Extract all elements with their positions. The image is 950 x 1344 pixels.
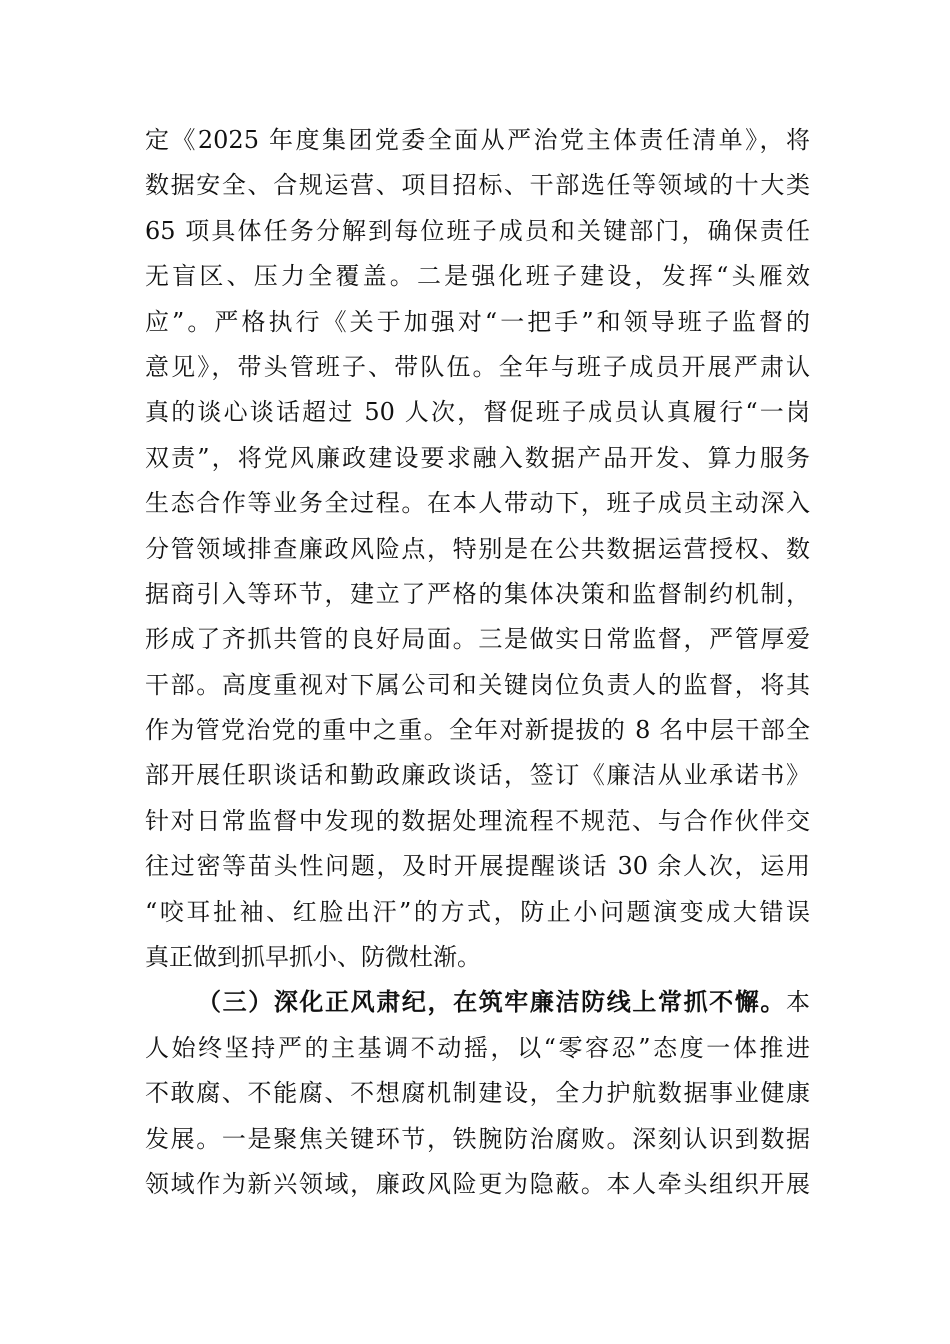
paragraph-line: 分管领域排查廉政风险点，特别是在公共数据运营授权、数	[145, 534, 810, 563]
body-text	[145, 118, 810, 1207]
paragraph-line-last: 真正做到抓早抓小、防微杜渐。	[145, 943, 481, 972]
paragraph-line: 据商引入等环节，建立了严格的集体决策和监督制约机制，	[145, 579, 810, 608]
paragraph-line: 意见》，带头管班子、带队伍。全年与班子成员开展严肃认	[145, 352, 810, 381]
paragraph-line: 发展。一是聚焦关键环节，铁腕防治腐败。深刻认识到数据	[145, 1124, 810, 1153]
paragraph-line: 65 项具体任务分解到每位班子成员和关键部门，确保责任	[145, 216, 810, 245]
section-heading: （三）深化正风肃纪，在筑牢廉洁防线上常抓不懈。	[197, 988, 786, 1017]
section-heading-line	[145, 980, 810, 1025]
paragraph-line: 人始终坚持严的主基调不动摇，以“零容忍”态度一体推进	[145, 1033, 810, 1062]
paragraph-line: 定《2025 年度集团党委全面从严治党主体责任清单》，将	[145, 126, 810, 154]
paragraph-line: 真的谈心谈话超过 50 人次，督促班子成员认真履行“一岗	[145, 398, 810, 427]
paragraph-line: 部开展任职谈话和勤政廉政谈话，签订《廉洁从业承诺书》	[145, 761, 810, 790]
paragraph-line: 双责”，将党风廉政建设要求融入数据产品开发、算力服务	[145, 443, 810, 472]
paragraph-line: 干部。高度重视对下属公司和关键岗位负责人的监督，将其	[145, 670, 810, 699]
paragraph-line: 针对日常监督中发现的数据处理流程不规范、与合作伙伴交	[145, 806, 810, 835]
paragraph-line: 应”。严格执行《关于加强对“一把手”和领导班子监督的	[145, 307, 810, 336]
paragraph-line: 作为管党治党的重中之重。全年对新提拔的 8 名中层干部全	[145, 716, 810, 745]
paragraph-line: 不敢腐、不能腐、不想腐机制建设，全力护航数据事业健康	[145, 1079, 810, 1108]
paragraph-line: “咬耳扯袖、红脸出汗”的方式，防止小问题演变成大错误	[145, 897, 810, 926]
section-heading-tail: 本	[786, 988, 810, 1017]
paragraph-line: 领域作为新兴领域，廉政风险更为隐蔽。本人牵头组织开展	[145, 1169, 810, 1198]
paragraph-line: 无盲区、压力全覆盖。二是强化班子建设，发挥“头雁效	[145, 262, 810, 291]
paragraph-line: 形成了齐抓共管的良好局面。三是做实日常监督，严管厚爱	[145, 625, 810, 654]
paragraph-line: 往过密等苗头性问题，及时开展提醒谈话 30 余人次，运用	[145, 852, 810, 881]
paragraph-line: 生态合作等业务全过程。在本人带动下，班子成员主动深入	[145, 489, 810, 518]
paragraph-line: 数据安全、合规运营、项目招标、干部选任等领域的十大类	[145, 171, 810, 200]
